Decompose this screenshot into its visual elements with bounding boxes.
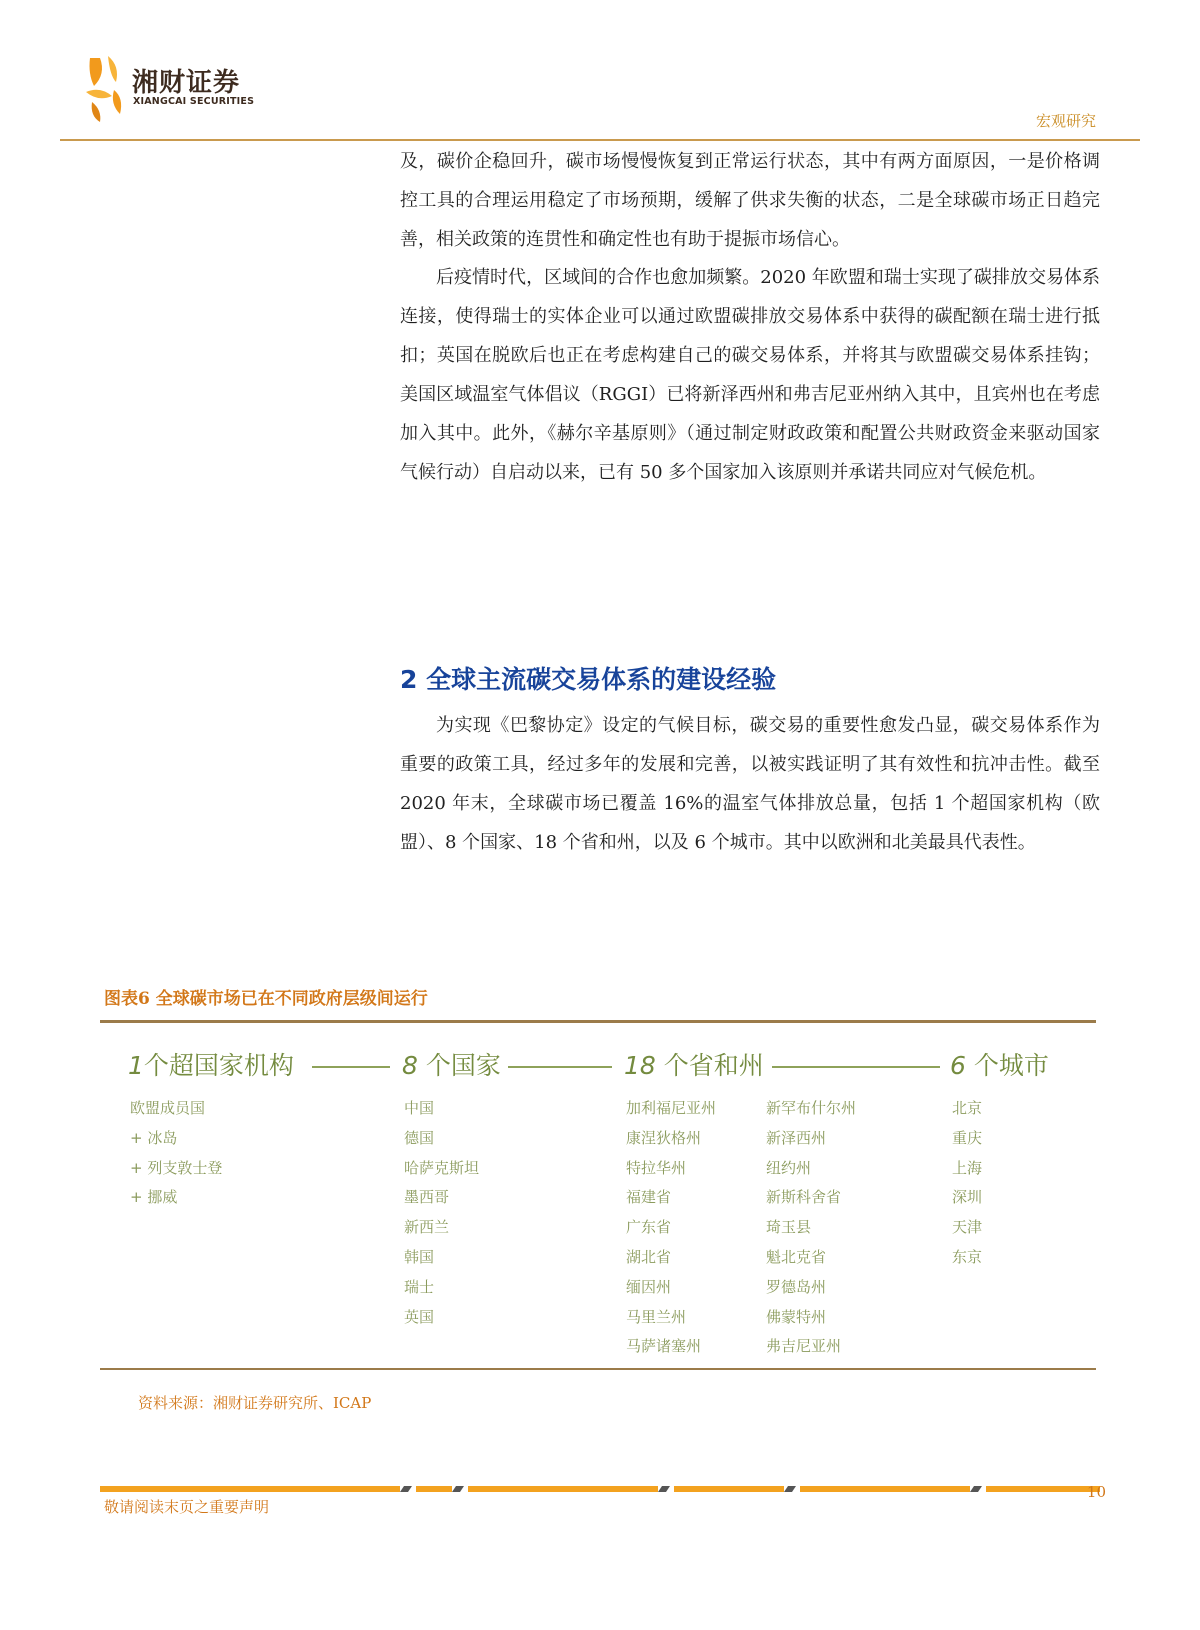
list-item: 新斯科舍省 bbox=[766, 1188, 842, 1207]
list-item: 哈萨克斯坦 bbox=[404, 1158, 480, 1177]
list-item: 新西兰 bbox=[404, 1218, 450, 1237]
list-item: 特拉华州 bbox=[626, 1158, 687, 1177]
figure-top-rule bbox=[100, 1020, 1096, 1023]
company-logo bbox=[86, 56, 266, 122]
figure-bottom-rule bbox=[100, 1368, 1096, 1370]
column-count: 6 bbox=[950, 1051, 966, 1080]
city-list bbox=[952, 1094, 982, 1273]
list-item: 马萨诸塞州 bbox=[626, 1337, 702, 1356]
column-count: 18 bbox=[624, 1051, 656, 1080]
list-item: 广东省 bbox=[626, 1218, 672, 1237]
list-item: 纽约州 bbox=[766, 1158, 812, 1177]
list-item: 魁北克省 bbox=[766, 1247, 827, 1266]
list-item: 上海 bbox=[952, 1158, 983, 1177]
xiangcai-logo-icon bbox=[86, 56, 126, 122]
list-item: 新泽西州 bbox=[766, 1128, 827, 1147]
list-item: 中国 bbox=[404, 1099, 435, 1117]
list-item: 天津 bbox=[952, 1218, 983, 1237]
list-item: 德国 bbox=[404, 1128, 435, 1147]
column-label: 个国家 bbox=[417, 1051, 501, 1080]
column-count: 8 bbox=[402, 1051, 418, 1080]
section-label: 宏观研究 bbox=[1035, 112, 1096, 130]
list-item: 康涅狄格州 bbox=[626, 1128, 702, 1147]
logo-name: 湘财证券 bbox=[132, 68, 241, 98]
figure-title: 图表6 全球碳市场已在不同政府层级间运行 bbox=[104, 989, 428, 1009]
column-heading-states bbox=[624, 1046, 764, 1082]
list-item: 欧盟成员国 bbox=[130, 1099, 206, 1117]
list-item: 佛蒙特州 bbox=[766, 1307, 827, 1326]
column-heading-supranational bbox=[128, 1046, 294, 1082]
list-item: 加利福尼亚州 bbox=[626, 1099, 717, 1117]
list-item: + 列支敦士登 bbox=[130, 1158, 223, 1177]
header-divider bbox=[60, 139, 1140, 141]
page-number: 10 bbox=[1086, 1483, 1106, 1501]
list-item: 北京 bbox=[952, 1099, 983, 1117]
column-connector-line bbox=[508, 1066, 612, 1068]
column-heading-countries bbox=[402, 1046, 501, 1082]
list-item: 东京 bbox=[952, 1247, 983, 1266]
column-connector-line bbox=[312, 1066, 390, 1068]
list-item: 瑞士 bbox=[404, 1277, 435, 1296]
state-list-b bbox=[766, 1094, 856, 1362]
list-item: 新罕布什尔州 bbox=[766, 1099, 857, 1117]
list-item: 弗吉尼亚州 bbox=[766, 1337, 842, 1356]
list-item: 马里兰州 bbox=[626, 1307, 687, 1326]
list-item: 重庆 bbox=[952, 1128, 983, 1147]
list-item: + 挪威 bbox=[130, 1188, 178, 1207]
list-item: 英国 bbox=[404, 1307, 435, 1326]
country-list bbox=[404, 1094, 479, 1332]
logo-english-name: XIANGCAI SECURITIES bbox=[133, 96, 255, 107]
list-item: 韩国 bbox=[404, 1247, 435, 1266]
column-heading-cities bbox=[950, 1046, 1049, 1082]
list-item: 墨西哥 bbox=[404, 1188, 450, 1207]
footer-stripe bbox=[100, 1486, 1100, 1492]
paragraph-regional-cooperation: 后疫情时代，区域间的合作也愈加频繁。2020 年欧盟和瑞士实现了碳排放交易体系连接，使得瑞士的实体企业可以通过欧盟碳排放交易体系中获得的碳配额在瑞士进行抵扣；英国在脱欧后也正在考虑构建自己的碳交易体系，并将其与欧盟碳交易体系挂钩；美国区域温室气体倡议（RGGI）已将新泽西州和弗吉尼亚州纳入其中，且宾州也在考虑加入其中。此外，《赫尔辛基原则》（通过制定财政政策和配置公共财政资金来驱动国家气候行动）自启动以来，已有 50 多个国家加入该原则并承诺共同应对气候危机。 bbox=[400, 267, 1100, 483]
list-item: 缅因州 bbox=[626, 1277, 672, 1296]
paragraph-carbon-price: 及，碳价企稳回升，碳市场慢慢恢复到正常运行状态，其中有两方面原因，一是价格调控工具的合理运用稳定了市场预期，缓解了供求失衡的状态，二是全球碳市场正日趋完善，相关政策的连贯性和确定性也有助于提振市场信心。 bbox=[400, 151, 1100, 250]
state-list-a bbox=[626, 1094, 716, 1362]
section-heading: 2 全球主流碳交易体系的建设经验 bbox=[400, 665, 777, 694]
list-item: 琦玉县 bbox=[766, 1218, 812, 1237]
column-label: 个省和州 bbox=[655, 1051, 764, 1080]
figure-source: 资料来源：湘财证券研究所、ICAP bbox=[138, 1394, 372, 1412]
paragraph-global-carbon-market: 为实现《巴黎协定》设定的气候目标，碳交易的重要性愈发凸显，碳交易体系作为重要的政策工具，经过多年的发展和完善，以被实践证明了其有效性和抗冲击性。截至 2020 年末，全球碳市场已覆盖 16%的温室气体排放总量，包括 1 个超国家机构（欧盟）、8 个国家、18 个省和州，以及 6 个城市。其中以欧洲和北美最具代表性。 bbox=[400, 715, 1100, 853]
list-item: 湖北省 bbox=[626, 1247, 672, 1266]
supranational-list bbox=[130, 1094, 222, 1213]
disclaimer-note: 敬请阅读末页之重要声明 bbox=[104, 1498, 270, 1516]
list-item: 福建省 bbox=[626, 1188, 672, 1207]
column-connector-line bbox=[772, 1066, 940, 1068]
column-label: 个城市 bbox=[965, 1051, 1049, 1080]
list-item: + 冰岛 bbox=[130, 1128, 178, 1147]
list-item: 罗德岛州 bbox=[766, 1277, 827, 1296]
column-label: 个超国家机构 bbox=[143, 1051, 294, 1080]
list-item: 深圳 bbox=[952, 1188, 983, 1207]
column-count: 1 bbox=[128, 1051, 144, 1080]
